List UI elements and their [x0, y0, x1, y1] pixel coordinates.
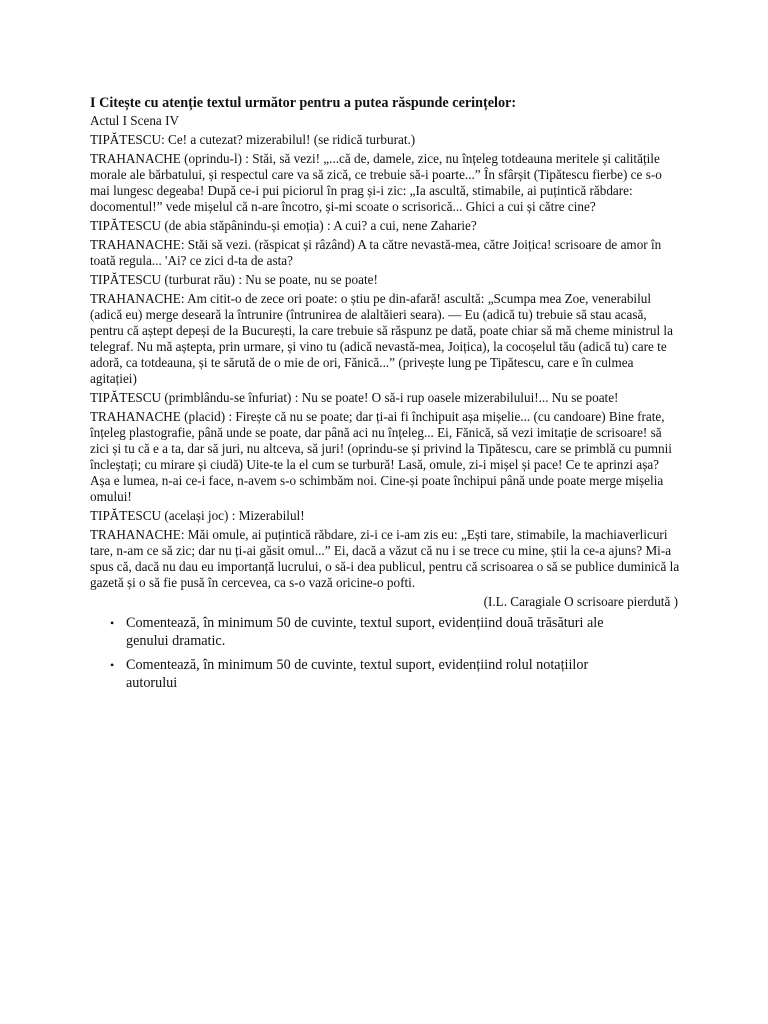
task-text: Comentează, în minimum 50 de cuvinte, textul suport, evidențiind rolul notațiilor autorului — [126, 657, 589, 691]
dialogue-line: TIPĂTESCU (primblându-se înfuriat) : Nu se poate! O să-i rup oasele mizerabilului!... Nu se poate! — [90, 390, 619, 405]
dialogue-line: TIPĂTESCU: Ce! a cutezat? mizerabilul! (se ridică turburat.) — [90, 132, 416, 147]
dialogue-line: TRAHANACHE: Măi omule, ai puțintică răbdare, zi-i ce i-am zis eu: „Ești tare, stimabile, la machiaverlicuri tare, n-am ce să zic; dar nu ți-ai găsit omul...” Ei, dacă a văzut că nu i se trece cu mine, știi la ce-a ajuns? Mi-a spus că, dacă nu dau eu importanță lucrului, o să-i dea publicul, pentru că scrisoarea o să se publice duminică la gazetă și o să fie pusă în cercevea, ca s-o vază oricine-o pofti. — [90, 527, 680, 590]
bullet-icon: • — [110, 616, 115, 630]
instruction-heading: I Citește cu atenție textul următor pentru a putea răspunde cerințelor: — [90, 95, 517, 111]
dialogue-line: TRAHANACHE: Am citit-o de zece ori poate: o știu pe din-afară! ascultă: „Scumpa mea Zoe, venerabilul (adică eu) merge deseară la întrunire (întrunirea de alaltăieri seara). — Eu (adică tu) trebuie să stau acasă, pentru că aștept depeși de la București, la care trebuie să răspunz pe dată, poate chiar să mă cheme ministrul la telegraf. Nu mă aștepta, prin urmare, și vino tu (adică nevastă-mea, Joițica), la cocoșelul tău (adică tu) care te adoră, ca totdeauna, și te sărută de o mie de ori, Fănică...” (privește lung pe Tipătescu, care e în culmea agitației) — [90, 291, 673, 386]
task-item — [90, 656, 680, 692]
source-attribution: (I.L. Caragiale O scrisoare pierdută ) — [483, 594, 678, 609]
play-excerpt — [90, 113, 680, 591]
bullet-icon: • — [110, 658, 115, 672]
scene-title: Actul I Scena IV — [90, 113, 179, 128]
task-list — [90, 614, 680, 692]
task-text: Comentează, în minimum 50 de cuvinte, textul suport, evidențiind două trăsături ale genului dramatic. — [126, 615, 604, 649]
document-page — [90, 94, 680, 698]
dialogue-line: TRAHANACHE (placid) : Firește că nu se poate; dar ți-ai fi închipuit așa mișelie... (cu candoare) Bine frate, înțeleg plastografie, până unde se poate, dar până aci nu înțeleg... Ei, Fănică, să vezi imitație de scrisoare! să zici și tu că e a ta, dar să juri, nu altceva, să juri! (oprindu-se și privind la Tipătescu, care se primblă cu pumnii încleștați; cu mirare și ciudă) Uite-te la el cum se turbură! Lasă, omule, zi-i mișel și pace! Ce te aprinzi așa? Așa e lumea, n-ai ce-i face, n-avem s-o schimbăm noi. Cine-și poate închipui până unde poate merge mișelia omului! — [90, 409, 672, 504]
dialogue-line: TRAHANACHE: Stăi să vezi. (răspicat și râzând) A ta către nevastă-mea, către Joițica! scrisoare de amor în toată regula... 'Ai? ce zici d-ta de asta? — [90, 237, 662, 268]
dialogue-line: TIPĂTESCU (turburat rău) : Nu se poate, nu se poate! — [90, 272, 378, 287]
dialogue-line: TRAHANACHE (oprindu-l) : Stăi, să vezi! „...că de, damele, zice, nu înțeleg totdeauna meritele și calitățile morale ale bărbatului, și respectul care va să zică, ce trebuie să-i poarte...” În sfârșit (Tipătescu fierbe) ce s-o mai lungesc degeaba! După ce-i pui piciorul în prag și-i zic: „Ia ascultă, stimabile, ai puțintică răbdare: docomentul!” vede mișelul că n-are încotro, și-mi scoate o scrisorică... Ghici a cui și către cine? — [90, 151, 662, 214]
dialogue-line: TIPĂTESCU (de abia stăpânindu-și emoția) : A cui? a cui, nene Zaharie? — [90, 218, 477, 233]
task-item — [90, 614, 680, 650]
dialogue-line: TIPĂTESCU (același joc) : Mizerabilul! — [90, 508, 305, 523]
